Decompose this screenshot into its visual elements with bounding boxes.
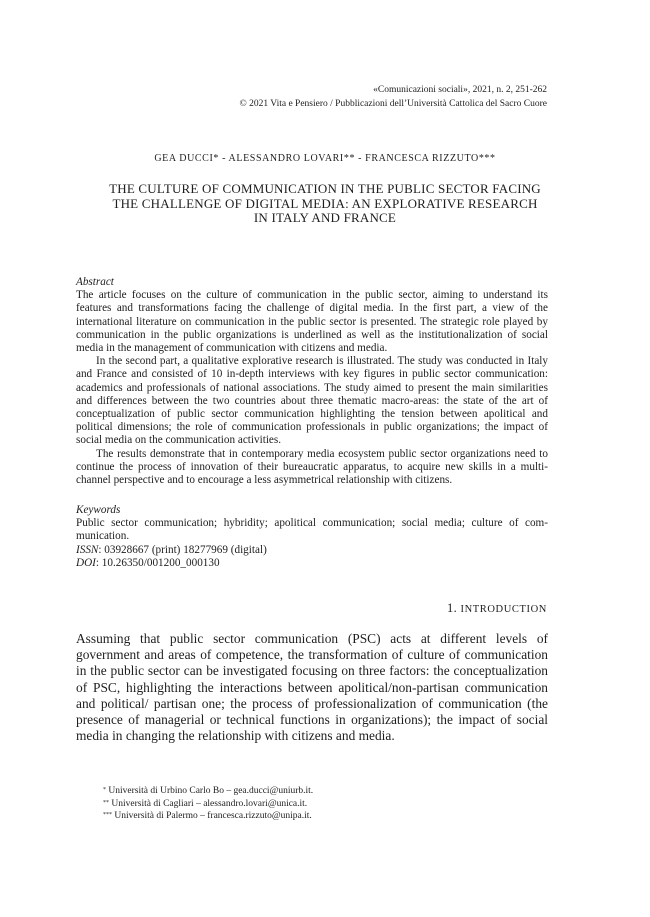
keywords-label: Keywords: [76, 504, 121, 516]
footnote-text: Università di Palermo – francesca.rizzuto@unipa.it.: [112, 811, 312, 822]
copyright-line: © 2021 Vita e Pensiero / Pubblicazioni dell’Università Cattolica del Sacro Cuore: [239, 99, 547, 109]
footnote-3: [103, 810, 543, 823]
abstract-paragraph-2: In the second part, a qualitative explorative research is illustrated. The study was conducted in Italy and France and consisted of 10 in-depth interviews with key figures in public sector communication: academics and professionals of national associations. The study aimed to present the main similarities and differences between the two countries about three thematic macro-areas: the state of the art of conceptualization of public sector communication highlighting the tension between apolitical and political dimensions; the role of communication professionals in public organizations; the impact of social media on the communication activities.: [76, 355, 548, 447]
keywords-block: [76, 504, 548, 570]
issn-line: [76, 544, 548, 557]
authors-line: GEA DUCCI* - ALESSANDRO LOVARI** - FRANCESCA RIZZUTO***: [154, 153, 496, 164]
section-title: INTRODUCTION: [460, 604, 547, 615]
footnote-mark: ***: [103, 812, 112, 819]
footnote-mark: **: [103, 799, 109, 806]
doi-value: : 10.26350/001200_000130: [95, 556, 220, 569]
issn-label: ISSN: [76, 543, 99, 556]
title-line-2: THE CHALLENGE OF DIGITAL MEDIA: AN EXPLORATIVE RESEARCH: [112, 195, 538, 211]
footnote-2: [103, 798, 543, 811]
journal-header: [127, 83, 547, 111]
abstract-label: Abstract: [76, 276, 114, 288]
intro-paragraph: Assuming that public sector communication (PSC) acts at different levels of government and areas of competence, the transformation of culture of communication in the public sector can be investigated focusing on three factors: the conceptualization of PSC, highlighting the interactions between apolitical/non-partisan communication and political/ partisan one; the process of professionalization of communication (the presence of managerial or technical functions in organizations); the impact of social media in changing the relationship with citizens and media.: [76, 631, 548, 744]
doi-line: [76, 557, 548, 570]
footnote-text: Università di Cagliari – alessandro.lovari@unica.it.: [109, 798, 308, 809]
footnote-text: Università di Urbino Carlo Bo – gea.ducci@uniurb.it.: [106, 786, 314, 796]
section-heading: [447, 601, 547, 616]
abstract-paragraph-3: The results demonstrate that in contemporary media ecosystem public sector organizations need to continue the process of innovation of their bureaucratic apparatus, to acquire new skills in a multi-channel perspective and to encourage a less asymmetrical relationship with citizens.: [76, 447, 548, 487]
section-number: 1.: [447, 601, 458, 615]
doi-label: DOI: [76, 556, 96, 569]
keywords-text: Public sector communication; hybridity; apolitical communication; social media; culture of communication.: [76, 517, 548, 543]
issn-value: : 03928667 (print) 18277969 (digital): [98, 543, 267, 556]
abstract-paragraph-1: The article focuses on the culture of communication in the public sector, aiming to understand its features and transformations facing the challenge of digital media. In the first part, a view of the international literature on communication in the public sector is presented. The strategic role played by communication in the public organizations is underlined as well as the institutionalization of social media in the management of communication with citizens and media.: [76, 289, 548, 355]
title-line-3: IN ITALY AND FRANCE: [253, 210, 397, 225]
footnotes: [103, 785, 543, 823]
paper-title: [90, 182, 560, 226]
footnote-mark: *: [103, 787, 106, 793]
journal-citation: «Comunicazioni sociali», 2021, n. 2, 251-262: [373, 85, 547, 95]
title-line-1: THE CULTURE OF COMMUNICATION IN THE PUBLIC SECTOR FACING: [109, 181, 541, 196]
footnote-1: [103, 785, 543, 798]
abstract-block: [76, 276, 548, 487]
